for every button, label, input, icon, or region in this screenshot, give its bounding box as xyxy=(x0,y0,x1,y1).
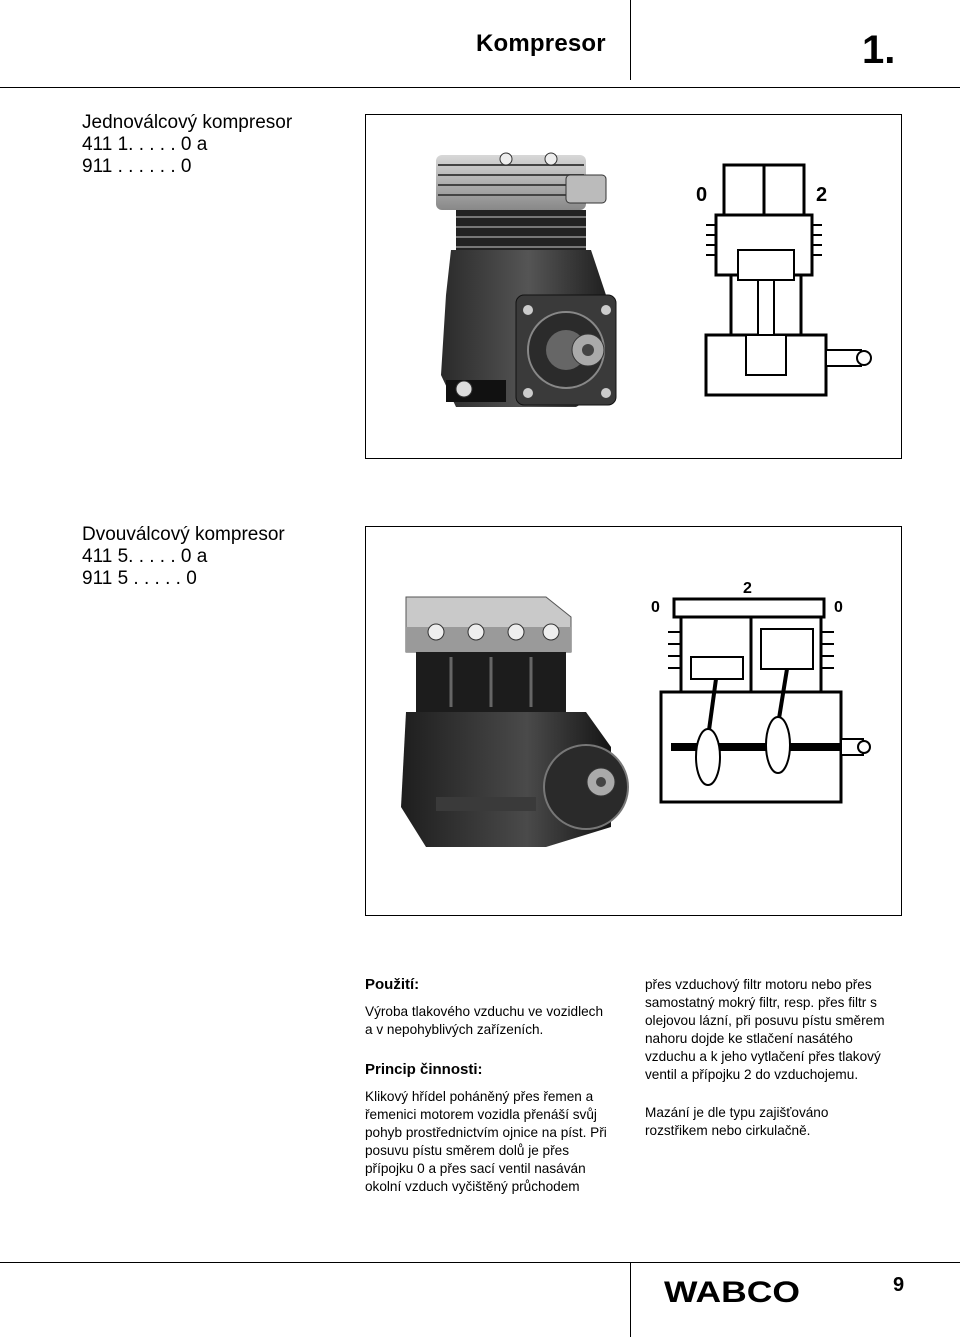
usage-heading: Použití: xyxy=(365,976,420,993)
text-line: samostatný mokrý filtr, resp. přes filtr s xyxy=(645,995,877,1010)
port-label: 0 xyxy=(696,184,708,206)
product-code: 911 . . . . . . 0 xyxy=(82,156,192,177)
left-text-column xyxy=(365,976,630,1196)
text-line: Výroba tlakového vzduchu ve vozidlech xyxy=(365,1004,604,1019)
port-label: 2 xyxy=(816,184,828,206)
principle-heading: Princip činnosti: xyxy=(365,1061,483,1078)
product-twin-cylinder xyxy=(82,524,285,590)
page-title: Kompresor xyxy=(476,30,606,57)
single-compressor-photo xyxy=(416,145,656,425)
product-code: 411 5. . . . . 0 a xyxy=(82,546,208,567)
principle-text xyxy=(365,1088,630,1196)
right-text-column xyxy=(645,976,905,1140)
text-line: vzduchu a k jeho vytlačení přes tlakový xyxy=(645,1049,881,1064)
text-line: olejovou lázní, při posuvu pístu směrem xyxy=(645,1013,885,1028)
header-rule xyxy=(0,87,960,88)
text-line: ventil a přípojku 2 do vzduchojemu. xyxy=(645,1067,859,1082)
lubrication-text xyxy=(645,1104,905,1140)
wabco-logo xyxy=(664,1276,804,1306)
text-line: a v nepohyblivých zařízeních. xyxy=(365,1022,544,1037)
header-divider xyxy=(630,0,631,80)
port-label: 0 xyxy=(834,599,843,616)
principle-text-continued xyxy=(645,976,905,1084)
page-number: 9 xyxy=(893,1274,905,1296)
text-line: rozstřikem nebo cirkulačně. xyxy=(645,1123,811,1138)
text-line: okolní vzduch vyčištěný průchodem xyxy=(365,1179,580,1194)
twin-cylinder-figure xyxy=(365,526,902,916)
single-cylinder-section-diagram xyxy=(676,155,876,415)
text-line: přípojku 0 a přes sací ventil nasáván xyxy=(365,1161,586,1176)
footer-divider xyxy=(630,1262,631,1337)
port-label: 2 xyxy=(743,580,752,597)
product-name: Dvouválcový kompresor xyxy=(82,524,285,545)
text-line: pohyb prostřednictvím ojnice na píst. Při xyxy=(365,1125,607,1140)
port-label: 0 xyxy=(651,599,660,616)
text-line: posuvu pístu směrem dolů je přes xyxy=(365,1143,570,1158)
single-cylinder-figure xyxy=(365,114,902,459)
product-code: 411 1. . . . . 0 a xyxy=(82,134,208,155)
text-line: řemenici motorem vozidla přenáší svůj xyxy=(365,1107,597,1122)
text-line: nahoru dojde ke stlačení nasátého xyxy=(645,1031,853,1046)
svg-text:WABCO: WABCO xyxy=(664,1276,800,1306)
product-single-cylinder xyxy=(82,112,292,178)
product-name: Jednoválcový kompresor xyxy=(82,112,293,133)
text-line: přes vzduchový filtr motoru nebo přes xyxy=(645,977,872,992)
product-code: 911 5 . . . . . 0 xyxy=(82,568,197,589)
twin-cylinder-section-diagram xyxy=(646,577,876,807)
text-line: Klikový hřídel poháněný přes řemen a xyxy=(365,1089,594,1104)
twin-compressor-photo xyxy=(396,577,636,867)
text-line: Mazání je dle typu zajišťováno xyxy=(645,1105,829,1120)
footer-rule xyxy=(0,1262,960,1263)
usage-text xyxy=(365,1003,630,1039)
chapter-number: 1. xyxy=(862,28,896,72)
